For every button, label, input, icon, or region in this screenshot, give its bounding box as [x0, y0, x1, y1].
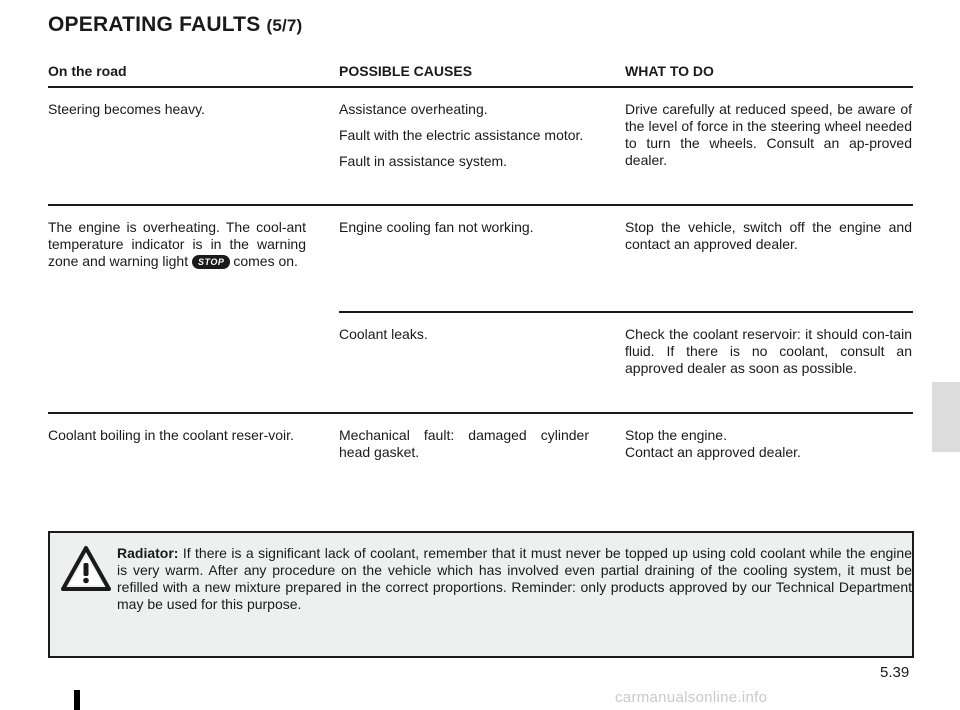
page-title-text: OPERATING FAULTS [48, 13, 261, 36]
chapter-tab [932, 382, 960, 452]
page-title-part: (5/7) [266, 16, 303, 35]
note-label: Radiator: [117, 545, 179, 561]
row2-situation-end: comes on. [233, 253, 298, 269]
row2-situation-text: The engine is overheating. The cool-ant temperature indicator is in the warning zone and warning light [48, 219, 306, 269]
row1-action: Drive carefully at reduced speed, be aware of the level of force in the steering wheel needed to turn the wheels. Consult an ap-proved dealer. [625, 101, 912, 168]
row3-cause: Mechanical fault: damaged cylinder head gasket. [339, 427, 589, 460]
corner-mark [74, 690, 80, 710]
row1-cause-2: Fault with the electric assistance motor. [339, 127, 584, 143]
row2-situation [48, 219, 306, 270]
row2-cause-a: Engine cooling fan not working. [339, 219, 534, 235]
header-divider [48, 86, 913, 88]
column-header-what-to-do: WHAT TO DO [625, 63, 714, 79]
row3-situation: Coolant boiling in the coolant reser-voir. [48, 427, 294, 443]
row3-action-line-1: Stop the engine. [625, 427, 727, 443]
row2-action-b: Check the coolant reservoir: it should con-tain fluid. If there is no coolant, consult an approved dealer as soon as possible. [625, 326, 912, 376]
page-number: 5.39 [880, 664, 910, 681]
stop-warning-light-icon: STOP [192, 255, 230, 269]
radiator-warning-box [48, 531, 914, 658]
row-divider [48, 412, 913, 414]
row2-cause-b: Coolant leaks. [339, 326, 428, 342]
page-title [48, 13, 302, 37]
row3-action-line-2: Contact an approved dealer. [625, 444, 801, 460]
row2-action-a: Stop the vehicle, switch off the engine and contact an approved dealer. [625, 219, 912, 252]
note-body: If there is a significant lack of coolant, remember that it must never be topped up using cold coolant while the engine is very warm. After any procedure on the vehicle which has involved even partial draining of the cooling system, it must be refilled with a new mixture prepared in the correct proportions. Reminder: only products approved by our Technical Department may be used for this purpose. [117, 545, 912, 612]
row1-situation: Steering becomes heavy. [48, 101, 205, 117]
warning-triangle-icon [60, 545, 112, 593]
row1-causes [339, 101, 589, 179]
row1-cause-1: Assistance overheating. [339, 101, 488, 117]
sub-row-divider [339, 311, 913, 313]
row1-cause-3: Fault in assistance system. [339, 153, 508, 169]
column-header-on-the-road: On the road [48, 63, 127, 79]
row-divider [48, 204, 913, 206]
column-header-possible-causes: POSSIBLE CAUSES [339, 63, 473, 79]
radiator-warning-text [117, 545, 912, 613]
watermark: carmanualsonline.info [615, 689, 768, 706]
row3-action [625, 427, 912, 461]
